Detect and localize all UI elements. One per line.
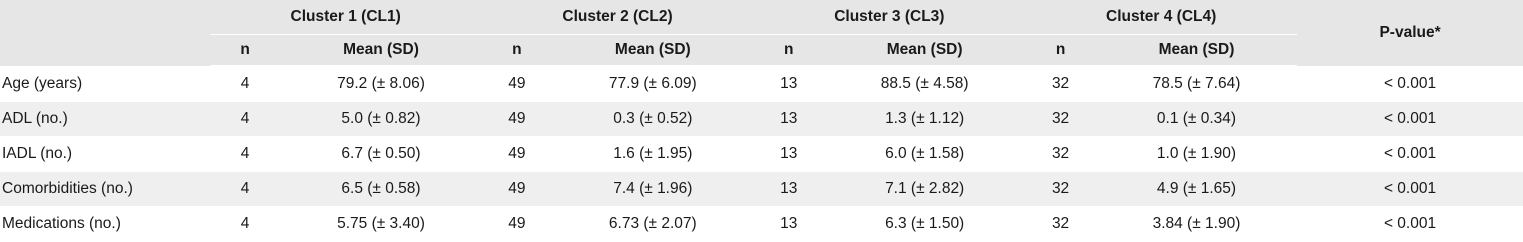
pvalue-cell: < 0.001 [1383, 215, 1437, 232]
table-cell: 13 [780, 215, 798, 232]
table-cell: 4 [240, 145, 250, 162]
row-label: IADL (no.) [2, 145, 73, 162]
mean-sd-header: Mean (SD) [280, 35, 481, 67]
table-cell: 4 [240, 75, 250, 92]
table-body [0, 66, 1523, 242]
table-cell: 4 [210, 172, 281, 207]
table-cell: 49 [482, 102, 553, 137]
table-cell: 7.1 (± 2.82) [824, 172, 1025, 207]
pvalue-cell: < 0.001 [1383, 74, 1437, 92]
n-header: n [210, 35, 281, 67]
table-header [0, 0, 1523, 66]
table-cell: 13 [780, 75, 798, 92]
table-cell: 32 [1051, 215, 1070, 232]
row-label: Comorbidities (no.) [0, 172, 210, 207]
n-header: n [753, 35, 824, 67]
table-cell: 4.9 (± 1.65) [1096, 172, 1297, 207]
pvalue-cell: < 0.001 [1297, 102, 1523, 137]
table-cell: 6.7 (± 0.50) [341, 145, 421, 162]
table-cell: 49 [508, 145, 526, 162]
cluster-3-header: Cluster 3 (CL3) [753, 0, 1025, 35]
mean-sd-header: Mean (SD) [552, 35, 753, 67]
table-cell: 5.75 (± 3.40) [337, 215, 425, 232]
pvalue-cell: < 0.001 [1297, 172, 1523, 207]
row-label: Age (years) [2, 74, 83, 92]
row-label: ADL (no.) [0, 102, 210, 137]
row-label-header [0, 0, 210, 66]
n-header: n [482, 35, 553, 67]
table-row [0, 66, 1523, 102]
table-cell: 13 [753, 102, 824, 137]
table-cell: 4 [240, 215, 250, 232]
table-cell: 32 [1051, 75, 1070, 92]
row-label: Medications (no.) [2, 215, 121, 232]
table-cell: 1.0 (± 1.90) [1156, 145, 1237, 162]
mean-sd-header: Mean (SD) [824, 35, 1025, 67]
table-cell: 13 [753, 172, 824, 207]
cluster-1-header: Cluster 1 (CL1) [210, 0, 482, 35]
table-cell: 0.3 (± 0.52) [552, 102, 753, 137]
table-cell: 79.2 (± 8.06) [337, 75, 425, 92]
pvalue-cell: < 0.001 [1383, 145, 1437, 162]
mean-sd-header: Mean (SD) [1096, 35, 1297, 67]
table-cell: 1.6 (± 1.95) [613, 145, 693, 162]
table-cell: 32 [1025, 172, 1096, 207]
table-cell: 6.3 (± 1.50) [885, 215, 965, 232]
table-cell: 6.0 (± 1.58) [885, 145, 965, 162]
table-cell: 6.73 (± 2.07) [608, 215, 697, 232]
table-cell: 1.3 (± 1.12) [824, 102, 1025, 137]
table-cell: 49 [508, 75, 526, 92]
table-cell: 77.9 (± 6.09) [608, 75, 697, 92]
cluster-2-header: Cluster 2 (CL2) [482, 0, 754, 35]
table-cell: 3.84 (± 1.90) [1152, 215, 1241, 232]
table-cell: 32 [1025, 102, 1096, 137]
cluster-4-header: Cluster 4 (CL4) [1025, 0, 1297, 35]
table-row [0, 172, 1523, 207]
table-cell: 7.4 (± 1.96) [552, 172, 753, 207]
table-cell: 13 [780, 145, 798, 162]
n-header: n [1025, 35, 1096, 67]
table-cell: 6.5 (± 0.58) [280, 172, 481, 207]
table-row [0, 207, 1523, 242]
table-cell: 49 [482, 172, 553, 207]
table-cell: 4 [210, 102, 281, 137]
table-row [0, 137, 1523, 172]
table-cell: 78.5 (± 7.64) [1152, 75, 1241, 92]
table-row [0, 102, 1523, 137]
table-cell: 88.5 (± 4.58) [880, 75, 969, 92]
pvalue-header: P-value* [1297, 0, 1523, 66]
table-cell: 5.0 (± 0.82) [280, 102, 481, 137]
table-cell: 32 [1051, 145, 1070, 162]
table-cell: 49 [508, 215, 526, 232]
table-cell: 0.1 (± 0.34) [1096, 102, 1297, 137]
